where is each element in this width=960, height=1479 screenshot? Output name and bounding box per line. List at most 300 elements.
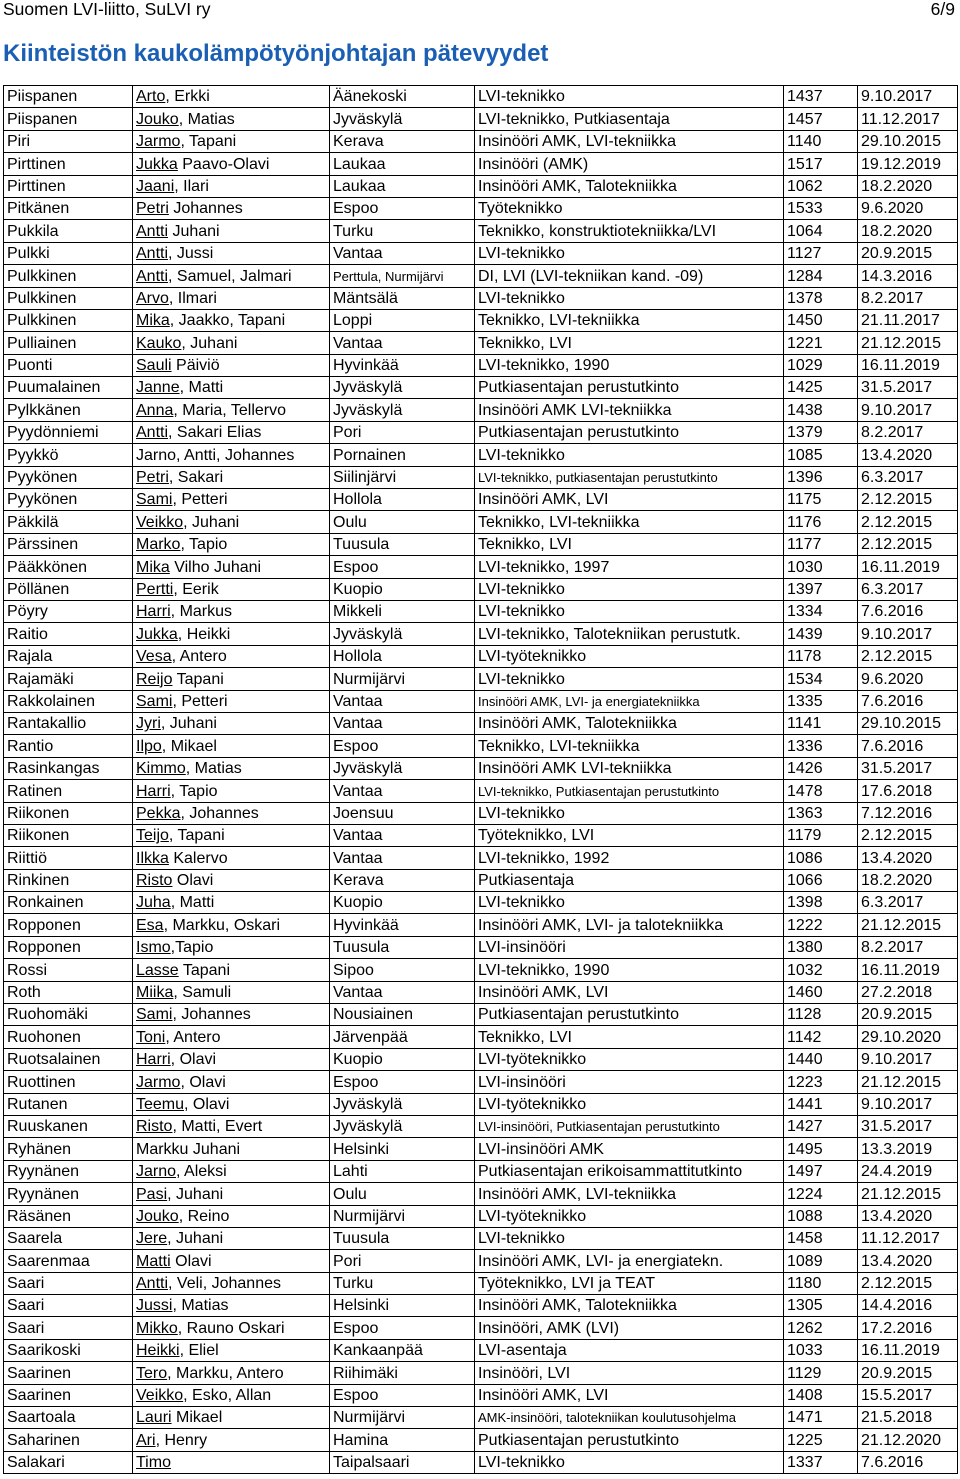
date-cell: 14.3.2016 — [858, 265, 958, 287]
surname-cell: Pirttinen — [4, 175, 133, 197]
date-cell: 21.12.2015 — [858, 1071, 958, 1093]
city-cell: Tuusula — [330, 1227, 475, 1249]
city-cell: Nousiainen — [330, 1004, 475, 1026]
other-names: Vilho Juhani — [169, 558, 262, 576]
degree-cell: Teknikko, LVI-tekniikka — [475, 309, 784, 331]
degree-cell: Insinööri AMK, LVI- ja energiatekn. — [475, 1250, 784, 1272]
organization-name: Suomen LVI-liitto, SuLVI ry — [3, 0, 211, 19]
table-row — [4, 332, 958, 354]
first-names-cell — [133, 197, 330, 219]
other-names: , Rauno Oskari — [177, 1319, 285, 1337]
calling-name: Petri — [136, 469, 169, 487]
certificate-number-cell: 1177 — [784, 533, 858, 555]
first-names-cell — [133, 86, 330, 108]
calling-name: Esa — [136, 916, 164, 934]
city-cell: Nurmijärvi — [330, 1205, 475, 1227]
surname-cell: Puumalainen — [4, 377, 133, 399]
first-names-cell — [133, 130, 330, 152]
date-cell: 7.6.2016 — [858, 735, 958, 757]
city-cell: Tuusula — [330, 936, 475, 958]
surname-cell: Roth — [4, 981, 133, 1003]
surname-cell: Ratinen — [4, 780, 133, 802]
date-cell: 18.2.2020 — [858, 869, 958, 891]
other-names: , Mikael — [161, 737, 217, 755]
calling-name: Risto — [136, 1118, 173, 1136]
city-cell: Helsinki — [330, 1138, 475, 1160]
date-cell: 15.5.2017 — [858, 1384, 958, 1406]
table-row — [4, 377, 958, 399]
other-names: , Tapani — [180, 133, 237, 151]
date-cell: 20.9.2015 — [858, 1004, 958, 1026]
first-names-cell — [133, 421, 330, 443]
first-names-cell — [133, 802, 330, 824]
date-cell: 13.4.2020 — [858, 1205, 958, 1227]
degree-cell: LVI-teknikko, 1997 — [475, 556, 784, 578]
calling-name: Jaani — [136, 177, 175, 195]
first-names-cell — [133, 332, 330, 354]
degree-cell: LVI-teknikko — [475, 578, 784, 600]
calling-name: Arto — [136, 88, 166, 106]
first-names-cell — [133, 712, 330, 734]
date-cell: 20.9.2015 — [858, 242, 958, 264]
certificate-number-cell: 1175 — [784, 489, 858, 511]
city-cell: Vantaa — [330, 780, 475, 802]
surname-cell: Ruohonen — [4, 1026, 133, 1048]
date-cell: 2.12.2015 — [858, 533, 958, 555]
city-cell: Jyväskylä — [330, 108, 475, 130]
surname-cell: Pulkkinen — [4, 265, 133, 287]
surname-cell: Räsänen — [4, 1205, 133, 1227]
date-cell: 9.10.2017 — [858, 623, 958, 645]
surname-cell: Pärssinen — [4, 533, 133, 555]
other-names: , Matti — [170, 894, 215, 912]
city-cell: Vantaa — [330, 981, 475, 1003]
calling-name: Jukka — [136, 155, 178, 173]
other-names: , Heikki — [177, 625, 231, 643]
certificate-number-cell: 1439 — [784, 623, 858, 645]
surname-cell: Ruotsalainen — [4, 1048, 133, 1070]
surname-cell: Pitkänen — [4, 197, 133, 219]
table-row — [4, 802, 958, 824]
surname-cell: Saari — [4, 1272, 133, 1294]
certificate-number-cell: 1441 — [784, 1093, 858, 1115]
degree-cell: Insinööri AMK, LVI — [475, 489, 784, 511]
surname-cell: Salakari — [4, 1451, 133, 1473]
city-cell: Hyvinkää — [330, 354, 475, 376]
degree-cell: Teknikko, LVI-tekniikka — [475, 511, 784, 533]
table-row — [4, 399, 958, 421]
other-names: , Tapio — [170, 782, 218, 800]
calling-name: Matti — [136, 1252, 171, 1270]
degree-cell: Teknikko, LVI — [475, 332, 784, 354]
first-names-cell — [133, 309, 330, 331]
certificate-number-cell: 1336 — [784, 735, 858, 757]
date-cell: 20.9.2015 — [858, 1362, 958, 1384]
certificate-number-cell: 1398 — [784, 892, 858, 914]
city-cell: Pornainen — [330, 444, 475, 466]
degree-cell: Insinööri AMK, LVI — [475, 981, 784, 1003]
calling-name: Teijo — [136, 827, 169, 845]
other-names: , Veli, Johannes — [168, 1275, 281, 1293]
city-cell: Espoo — [330, 556, 475, 578]
table-row — [4, 936, 958, 958]
calling-name: Ari — [136, 1431, 156, 1449]
certificate-number-cell: 1450 — [784, 309, 858, 331]
city-cell: Siilinjärvi — [330, 466, 475, 488]
degree-cell: Insinööri AMK, Talotekniikka — [475, 175, 784, 197]
date-cell: 21.5.2018 — [858, 1407, 958, 1429]
date-cell: 7.6.2016 — [858, 1451, 958, 1473]
first-names-cell — [133, 668, 330, 690]
degree-cell: LVI-teknikko, Putkiasentajan perustutkinto — [475, 780, 784, 802]
certificate-number-cell: 1425 — [784, 377, 858, 399]
degree-cell: LVI-työteknikko — [475, 1048, 784, 1070]
calling-name: Anna — [136, 401, 174, 419]
other-names: , Tapio — [180, 536, 228, 554]
other-names: Olavi — [170, 1252, 212, 1270]
city-cell: Joensuu — [330, 802, 475, 824]
table-row — [4, 981, 958, 1003]
degree-cell: Teknikko, LVI-tekniikka — [475, 735, 784, 757]
first-names-cell — [133, 1071, 330, 1093]
surname-cell: Raitio — [4, 623, 133, 645]
surname-cell: Rajala — [4, 645, 133, 667]
degree-cell: AMK-insinööri, talotekniikan koulutusohjelma — [475, 1407, 784, 1429]
calling-name: Timo — [136, 1454, 171, 1472]
first-names-cell — [133, 1004, 330, 1026]
surname-cell: Saarenmaa — [4, 1250, 133, 1272]
first-names-cell — [133, 489, 330, 511]
first-names-cell — [133, 847, 330, 869]
date-cell: 31.5.2017 — [858, 377, 958, 399]
degree-cell: LVI-teknikko, Putkiasentaja — [475, 108, 784, 130]
first-names-cell — [133, 690, 330, 712]
first-names-cell — [133, 1451, 330, 1473]
first-names-cell — [133, 1362, 330, 1384]
surname-cell: Rajamäki — [4, 668, 133, 690]
degree-cell: LVI-teknikko, Talotekniikan perustutk. — [475, 623, 784, 645]
first-names-cell — [133, 1227, 330, 1249]
other-names: , Sakari Elias — [168, 424, 262, 442]
table-row — [4, 1339, 958, 1361]
city-cell: Vantaa — [330, 690, 475, 712]
table-row — [4, 1384, 958, 1406]
surname-cell: Piri — [4, 130, 133, 152]
degree-cell: LVI-teknikko — [475, 444, 784, 466]
first-names-cell — [133, 645, 330, 667]
city-cell: Kankaanpää — [330, 1339, 475, 1361]
city-cell: Perttula, Nurmijärvi — [330, 265, 475, 287]
certificate-number-cell: 1460 — [784, 981, 858, 1003]
other-names: , Markku, Oskari — [163, 916, 281, 934]
first-names-cell — [133, 1160, 330, 1182]
date-cell: 19.12.2019 — [858, 153, 958, 175]
first-names-cell — [133, 1407, 330, 1429]
table-row — [4, 1160, 958, 1182]
city-cell: Kuopio — [330, 578, 475, 600]
certificate-number-cell: 1030 — [784, 556, 858, 578]
table-body — [4, 86, 958, 1474]
first-names-cell — [133, 959, 330, 981]
calling-name: Ilpo — [136, 737, 162, 755]
calling-name: Antti — [136, 1275, 169, 1293]
first-names-cell — [133, 600, 330, 622]
first-names-cell — [133, 1250, 330, 1272]
city-cell: Vantaa — [330, 847, 475, 869]
other-names: , Matti, Evert — [172, 1118, 263, 1136]
certificate-number-cell: 1225 — [784, 1429, 858, 1451]
first-names-cell — [133, 287, 330, 309]
other-names: , Tapani — [168, 827, 225, 845]
date-cell: 7.12.2016 — [858, 802, 958, 824]
certificate-number-cell: 1066 — [784, 869, 858, 891]
calling-name: Pekka — [136, 804, 181, 822]
other-names: , Juhani — [167, 1185, 224, 1203]
surname-cell: Rasinkangas — [4, 757, 133, 779]
city-cell: Jyväskylä — [330, 623, 475, 645]
table-row — [4, 1227, 958, 1249]
other-names: Olavi — [172, 872, 214, 890]
calling-name: Jussi — [136, 1297, 173, 1315]
first-names-cell — [133, 1138, 330, 1160]
city-cell: Espoo — [330, 1317, 475, 1339]
table-row — [4, 892, 958, 914]
degree-cell: LVI-teknikko, 1992 — [475, 847, 784, 869]
table-row — [4, 712, 958, 734]
certificate-number-cell: 1396 — [784, 466, 858, 488]
city-cell: Nurmijärvi — [330, 1407, 475, 1429]
calling-name: Mika — [136, 312, 170, 330]
date-cell: 8.2.2017 — [858, 936, 958, 958]
other-names: , Olavi — [180, 1073, 226, 1091]
city-cell: Laukaa — [330, 175, 475, 197]
degree-cell: LVI-teknikko, 1990 — [475, 959, 784, 981]
city-cell: Turku — [330, 1272, 475, 1294]
date-cell: 9.6.2020 — [858, 197, 958, 219]
degree-cell: Insinööri AMK, LVI- ja energiatekniikka — [475, 690, 784, 712]
calling-name: Jarno — [136, 1163, 177, 1181]
degree-cell: Teknikko, LVI — [475, 1026, 784, 1048]
degree-cell: Insinööri AMK LVI-tekniikka — [475, 399, 784, 421]
other-names: Päiviö — [171, 357, 220, 375]
degree-cell: Työteknikko, LVI — [475, 824, 784, 846]
surname-cell: Saarinen — [4, 1384, 133, 1406]
first-names-cell — [133, 1115, 330, 1137]
table-row — [4, 287, 958, 309]
first-names-cell — [133, 511, 330, 533]
degree-cell: Työteknikko — [475, 197, 784, 219]
first-names-cell — [133, 869, 330, 891]
city-cell: Mikkeli — [330, 600, 475, 622]
calling-name: Sami — [136, 491, 173, 509]
certificate-number-cell: 1222 — [784, 914, 858, 936]
surname-cell: Pulkkinen — [4, 287, 133, 309]
certificate-number-cell: 1305 — [784, 1295, 858, 1317]
degree-cell: LVI-asentaja — [475, 1339, 784, 1361]
surname-cell: Rantio — [4, 735, 133, 757]
other-names: , Henry — [155, 1431, 208, 1449]
certificate-number-cell: 1534 — [784, 668, 858, 690]
calling-name: Mikko — [136, 1319, 178, 1337]
first-names-cell — [133, 757, 330, 779]
table-row — [4, 1272, 958, 1294]
table-row — [4, 735, 958, 757]
certificate-number-cell: 1397 — [784, 578, 858, 600]
date-cell: 11.12.2017 — [858, 108, 958, 130]
qualifications-table — [3, 85, 958, 1474]
table-row — [4, 824, 958, 846]
surname-cell: Piispanen — [4, 86, 133, 108]
calling-name: Antti — [136, 267, 169, 285]
degree-cell: LVI-teknikko — [475, 892, 784, 914]
degree-cell: Insinööri, LVI — [475, 1362, 784, 1384]
date-cell: 9.10.2017 — [858, 86, 958, 108]
other-names: , Petteri — [172, 692, 228, 710]
other-names: , Petteri — [172, 491, 228, 509]
city-cell: Espoo — [330, 1071, 475, 1093]
date-cell: 2.12.2015 — [858, 511, 958, 533]
date-cell: 17.2.2016 — [858, 1317, 958, 1339]
date-cell: 21.12.2015 — [858, 1183, 958, 1205]
city-cell: Tuusula — [330, 533, 475, 555]
certificate-number-cell: 1478 — [784, 780, 858, 802]
table-row — [4, 1093, 958, 1115]
certificate-number-cell: 1086 — [784, 847, 858, 869]
calling-name: Jyri — [136, 715, 161, 733]
table-row — [4, 466, 958, 488]
surname-cell: Saharinen — [4, 1429, 133, 1451]
date-cell: 8.2.2017 — [858, 421, 958, 443]
calling-name: Toni — [136, 1028, 166, 1046]
other-names: , Eerik — [173, 580, 219, 598]
first-names-cell — [133, 175, 330, 197]
calling-name: Veikko — [136, 1387, 184, 1405]
city-cell: Espoo — [330, 735, 475, 757]
calling-name: Lauri — [136, 1409, 172, 1427]
date-cell: 24.4.2019 — [858, 1160, 958, 1182]
date-cell: 29.10.2015 — [858, 712, 958, 734]
degree-cell: LVI-teknikko, 1990 — [475, 354, 784, 376]
surname-cell: Pyykkö — [4, 444, 133, 466]
table-row — [4, 130, 958, 152]
date-cell: 9.10.2017 — [858, 1093, 958, 1115]
table-row — [4, 1138, 958, 1160]
certificate-number-cell: 1176 — [784, 511, 858, 533]
certificate-number-cell: 1088 — [784, 1205, 858, 1227]
certificate-number-cell: 1180 — [784, 1272, 858, 1294]
city-cell: Sipoo — [330, 959, 475, 981]
degree-cell: Insinööri AMK, LVI-tekniikka — [475, 1183, 784, 1205]
surname-cell: Pylkkänen — [4, 399, 133, 421]
other-names: , Erkki — [165, 88, 210, 106]
first-names-cell — [133, 1205, 330, 1227]
certificate-number-cell: 1517 — [784, 153, 858, 175]
date-cell: 2.12.2015 — [858, 489, 958, 511]
certificate-number-cell: 1224 — [784, 1183, 858, 1205]
table-row — [4, 600, 958, 622]
certificate-number-cell: 1064 — [784, 220, 858, 242]
table-row — [4, 1004, 958, 1026]
date-cell: 9.10.2017 — [858, 1048, 958, 1070]
city-cell: Kuopio — [330, 1048, 475, 1070]
certificate-number-cell: 1127 — [784, 242, 858, 264]
surname-cell: Pääkkönen — [4, 556, 133, 578]
table-row — [4, 220, 958, 242]
other-names: , Markus — [170, 603, 233, 621]
first-names-cell — [133, 914, 330, 936]
date-cell: 14.4.2016 — [858, 1295, 958, 1317]
surname-cell: Päkkilä — [4, 511, 133, 533]
surname-cell: Saarela — [4, 1227, 133, 1249]
surname-cell: Ropponen — [4, 914, 133, 936]
other-names: , Markku, Antero — [167, 1364, 284, 1382]
certificate-number-cell: 1141 — [784, 712, 858, 734]
table-row — [4, 1183, 958, 1205]
certificate-number-cell: 1334 — [784, 600, 858, 622]
other-names: Jarno, Antti, Johannes — [136, 446, 295, 464]
table-row — [4, 668, 958, 690]
degree-cell: Putkiasentajan perustutkinto — [475, 1429, 784, 1451]
calling-name: Pertti — [136, 580, 174, 598]
city-cell: Jyväskylä — [330, 1115, 475, 1137]
calling-name: Sami — [136, 692, 173, 710]
degree-cell: LVI-teknikko, putkiasentajan perustutkinto — [475, 466, 784, 488]
table-row — [4, 86, 958, 108]
date-cell: 16.11.2019 — [858, 959, 958, 981]
city-cell: Turku — [330, 220, 475, 242]
city-cell: Laukaa — [330, 153, 475, 175]
other-names: , Samuli — [173, 984, 232, 1002]
other-names: , Matias — [185, 760, 242, 778]
date-cell: 21.12.2015 — [858, 332, 958, 354]
certificate-number-cell: 1533 — [784, 197, 858, 219]
other-names: , Juhani — [160, 715, 217, 733]
degree-cell: LVI-insinööri, Putkiasentajan perustutkinto — [475, 1115, 784, 1137]
first-names-cell — [133, 735, 330, 757]
other-names: , Eliel — [179, 1342, 219, 1360]
certificate-number-cell: 1408 — [784, 1384, 858, 1406]
calling-name: Antti — [136, 222, 169, 240]
table-row — [4, 354, 958, 376]
calling-name: Sami — [136, 1006, 173, 1024]
table-row — [4, 265, 958, 287]
other-names: , Ilmari — [168, 289, 217, 307]
calling-name: Antti — [136, 245, 169, 263]
table-row — [4, 1115, 958, 1137]
surname-cell: Saari — [4, 1295, 133, 1317]
other-names: , Matti — [179, 379, 224, 397]
other-names: ,Tapio — [170, 939, 214, 957]
degree-cell: LVI-teknikko — [475, 600, 784, 622]
degree-cell: LVI-teknikko — [475, 668, 784, 690]
table-row — [4, 757, 958, 779]
date-cell: 9.10.2017 — [858, 399, 958, 421]
surname-cell: Saartoala — [4, 1407, 133, 1429]
surname-cell: Ruottinen — [4, 1071, 133, 1093]
table-row — [4, 780, 958, 802]
certificate-number-cell: 1440 — [784, 1048, 858, 1070]
table-row — [4, 847, 958, 869]
degree-cell: Teknikko, konstruktiotekniikka/LVI — [475, 220, 784, 242]
degree-cell: Insinööri AMK, LVI-tekniikka — [475, 130, 784, 152]
date-cell: 16.11.2019 — [858, 354, 958, 376]
first-names-cell — [133, 578, 330, 600]
first-names-cell — [133, 354, 330, 376]
first-names-cell — [133, 265, 330, 287]
surname-cell: Ryhänen — [4, 1138, 133, 1160]
certificate-number-cell: 1178 — [784, 645, 858, 667]
city-cell: Vantaa — [330, 332, 475, 354]
